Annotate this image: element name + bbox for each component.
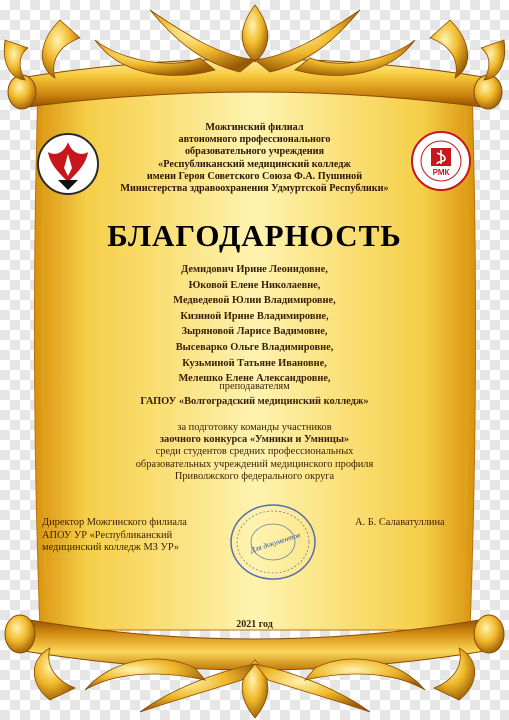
contest-name: заочного конкурса «Умники и Умницы»: [159, 434, 350, 445]
stamp-seal-icon: [228, 502, 318, 582]
signature-line: медицинский колледж МЗ УР»: [42, 542, 180, 554]
institution-text: ГАПОУ «Волгоградский медицинский колледж»: [140, 396, 369, 407]
role-text: преподавателям: [219, 381, 290, 392]
recipient-name: Медведевой Юлии Владимировне,: [173, 295, 336, 307]
recipient-name: Мелешко Елене Александровне,: [178, 373, 331, 385]
reason-block: [0, 446, 509, 484]
reason-line: за подготовку команды участников: [177, 422, 332, 433]
header-line: образовательного учреждения: [184, 146, 325, 158]
signature-line: Директор Можгинского филиала: [42, 517, 187, 528]
header-line: «Республиканский медицинский колледж: [158, 158, 351, 170]
header-line: Можгинский филиал: [205, 122, 304, 133]
reason-line: Приволжского федерального округа: [174, 471, 335, 483]
recipient-name: Демидович Ирине Леонидовне,: [181, 264, 328, 275]
recipient-name: Юковой Елене Николаевне,: [188, 279, 321, 291]
recipient-name: Высеварко Ольге Владимировне,: [175, 341, 334, 353]
stamp-text: Для документов: [249, 530, 302, 555]
recipients-list: [0, 262, 509, 387]
recipient-name: Кизиной Ирине Владимировне,: [180, 310, 329, 322]
reason-line: среди студентов средних профессиональных: [155, 446, 354, 457]
reason-line: образовательных учреждений медицинского профиля: [135, 458, 374, 470]
header-line: Министерства здравоохранения Удмуртской Республики»: [120, 183, 389, 195]
certificate-title: БЛАГОДАРНОСТЬ: [107, 218, 402, 253]
signature-name: А. Б. Салаватуллина: [355, 517, 445, 528]
header-line: имени Героя Советского Союза Ф.А. Пушиной: [146, 170, 363, 182]
year-text: 2021 год: [236, 619, 273, 630]
header-block: [0, 122, 509, 195]
signature-line: АПОУ УР «Республиканский: [42, 529, 173, 541]
header-line: автономного профессионального: [178, 134, 331, 146]
recipient-name: Зыряновой Ларисе Вадимовне,: [181, 326, 328, 338]
recipient-name: Кузьминой Татьяне Ивановне,: [182, 357, 327, 369]
rmk-logo-text: РМК: [432, 168, 450, 177]
signature-title: [42, 517, 187, 555]
